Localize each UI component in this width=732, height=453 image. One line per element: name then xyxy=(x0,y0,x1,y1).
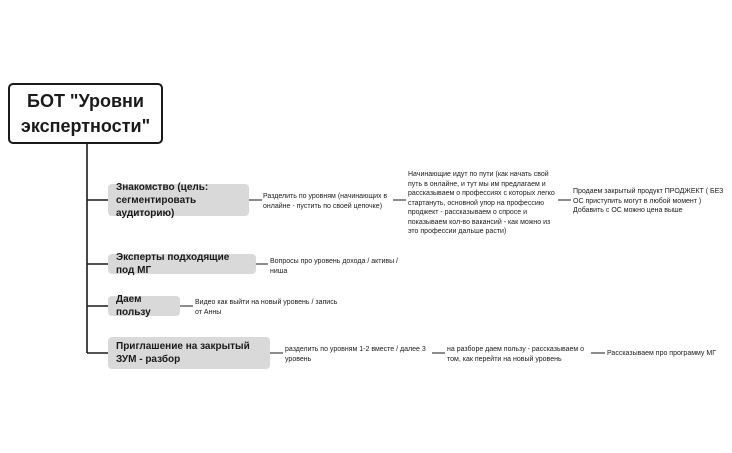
note-mg-program[interactable]: Рассказываем про программу МГ xyxy=(607,350,716,357)
topic-zoom-invite[interactable] xyxy=(108,337,270,369)
root-title-line1: БОТ "Уровни xyxy=(27,90,144,111)
note-sell-project[interactable]: Продаем закрытый продукт ПРОДЖЕКТ ( БЕЗ ОС приступить могут в любой момент ) Добавить с ОС можно цена выше xyxy=(573,188,724,214)
topic-label: Даем пользу xyxy=(116,294,151,318)
note-zoom-value[interactable]: на разборе даем пользу - рассказываем о том, как перейти на новый уровень xyxy=(447,346,585,363)
topic-label: Знакомство (цель: сегментировать аудиторию) xyxy=(116,181,209,219)
note-income-questions[interactable]: Вопросы про уровень дохода / активы / ниша xyxy=(270,258,398,275)
root-title-line2: экспертности" xyxy=(20,115,151,136)
topic-give-value[interactable] xyxy=(108,296,180,316)
topic-label: Приглашение на закрытый ЗУМ - разбор xyxy=(116,341,250,365)
topic-experts-mg[interactable] xyxy=(108,254,256,274)
note-split-levels[interactable]: Разделить по уровням (начинающих в онлайне - пустить по своей цепочке) xyxy=(263,193,388,210)
topic-label: Эксперты подходящие под МГ xyxy=(116,252,230,276)
topic-acquaintance[interactable] xyxy=(108,181,249,219)
root-node[interactable] xyxy=(8,83,163,144)
note-beginners-path[interactable]: Начинающие идут по пути (как начать свой путь в онлайне, и тут мы им предлагаем и рассказываем о профессиях с которых легко стартануть, основной упор на профессию проджект - рассказываем о спросе и показываем кол-во вакансий - как можно из это профессии дальше расти) xyxy=(408,171,555,235)
note-split-1-2-3[interactable]: разделить по уровням 1-2 вместе / далее 3 уровень xyxy=(285,346,426,363)
note-video[interactable]: Видео как выйти на новый уровень / запись от Анны xyxy=(195,299,338,316)
